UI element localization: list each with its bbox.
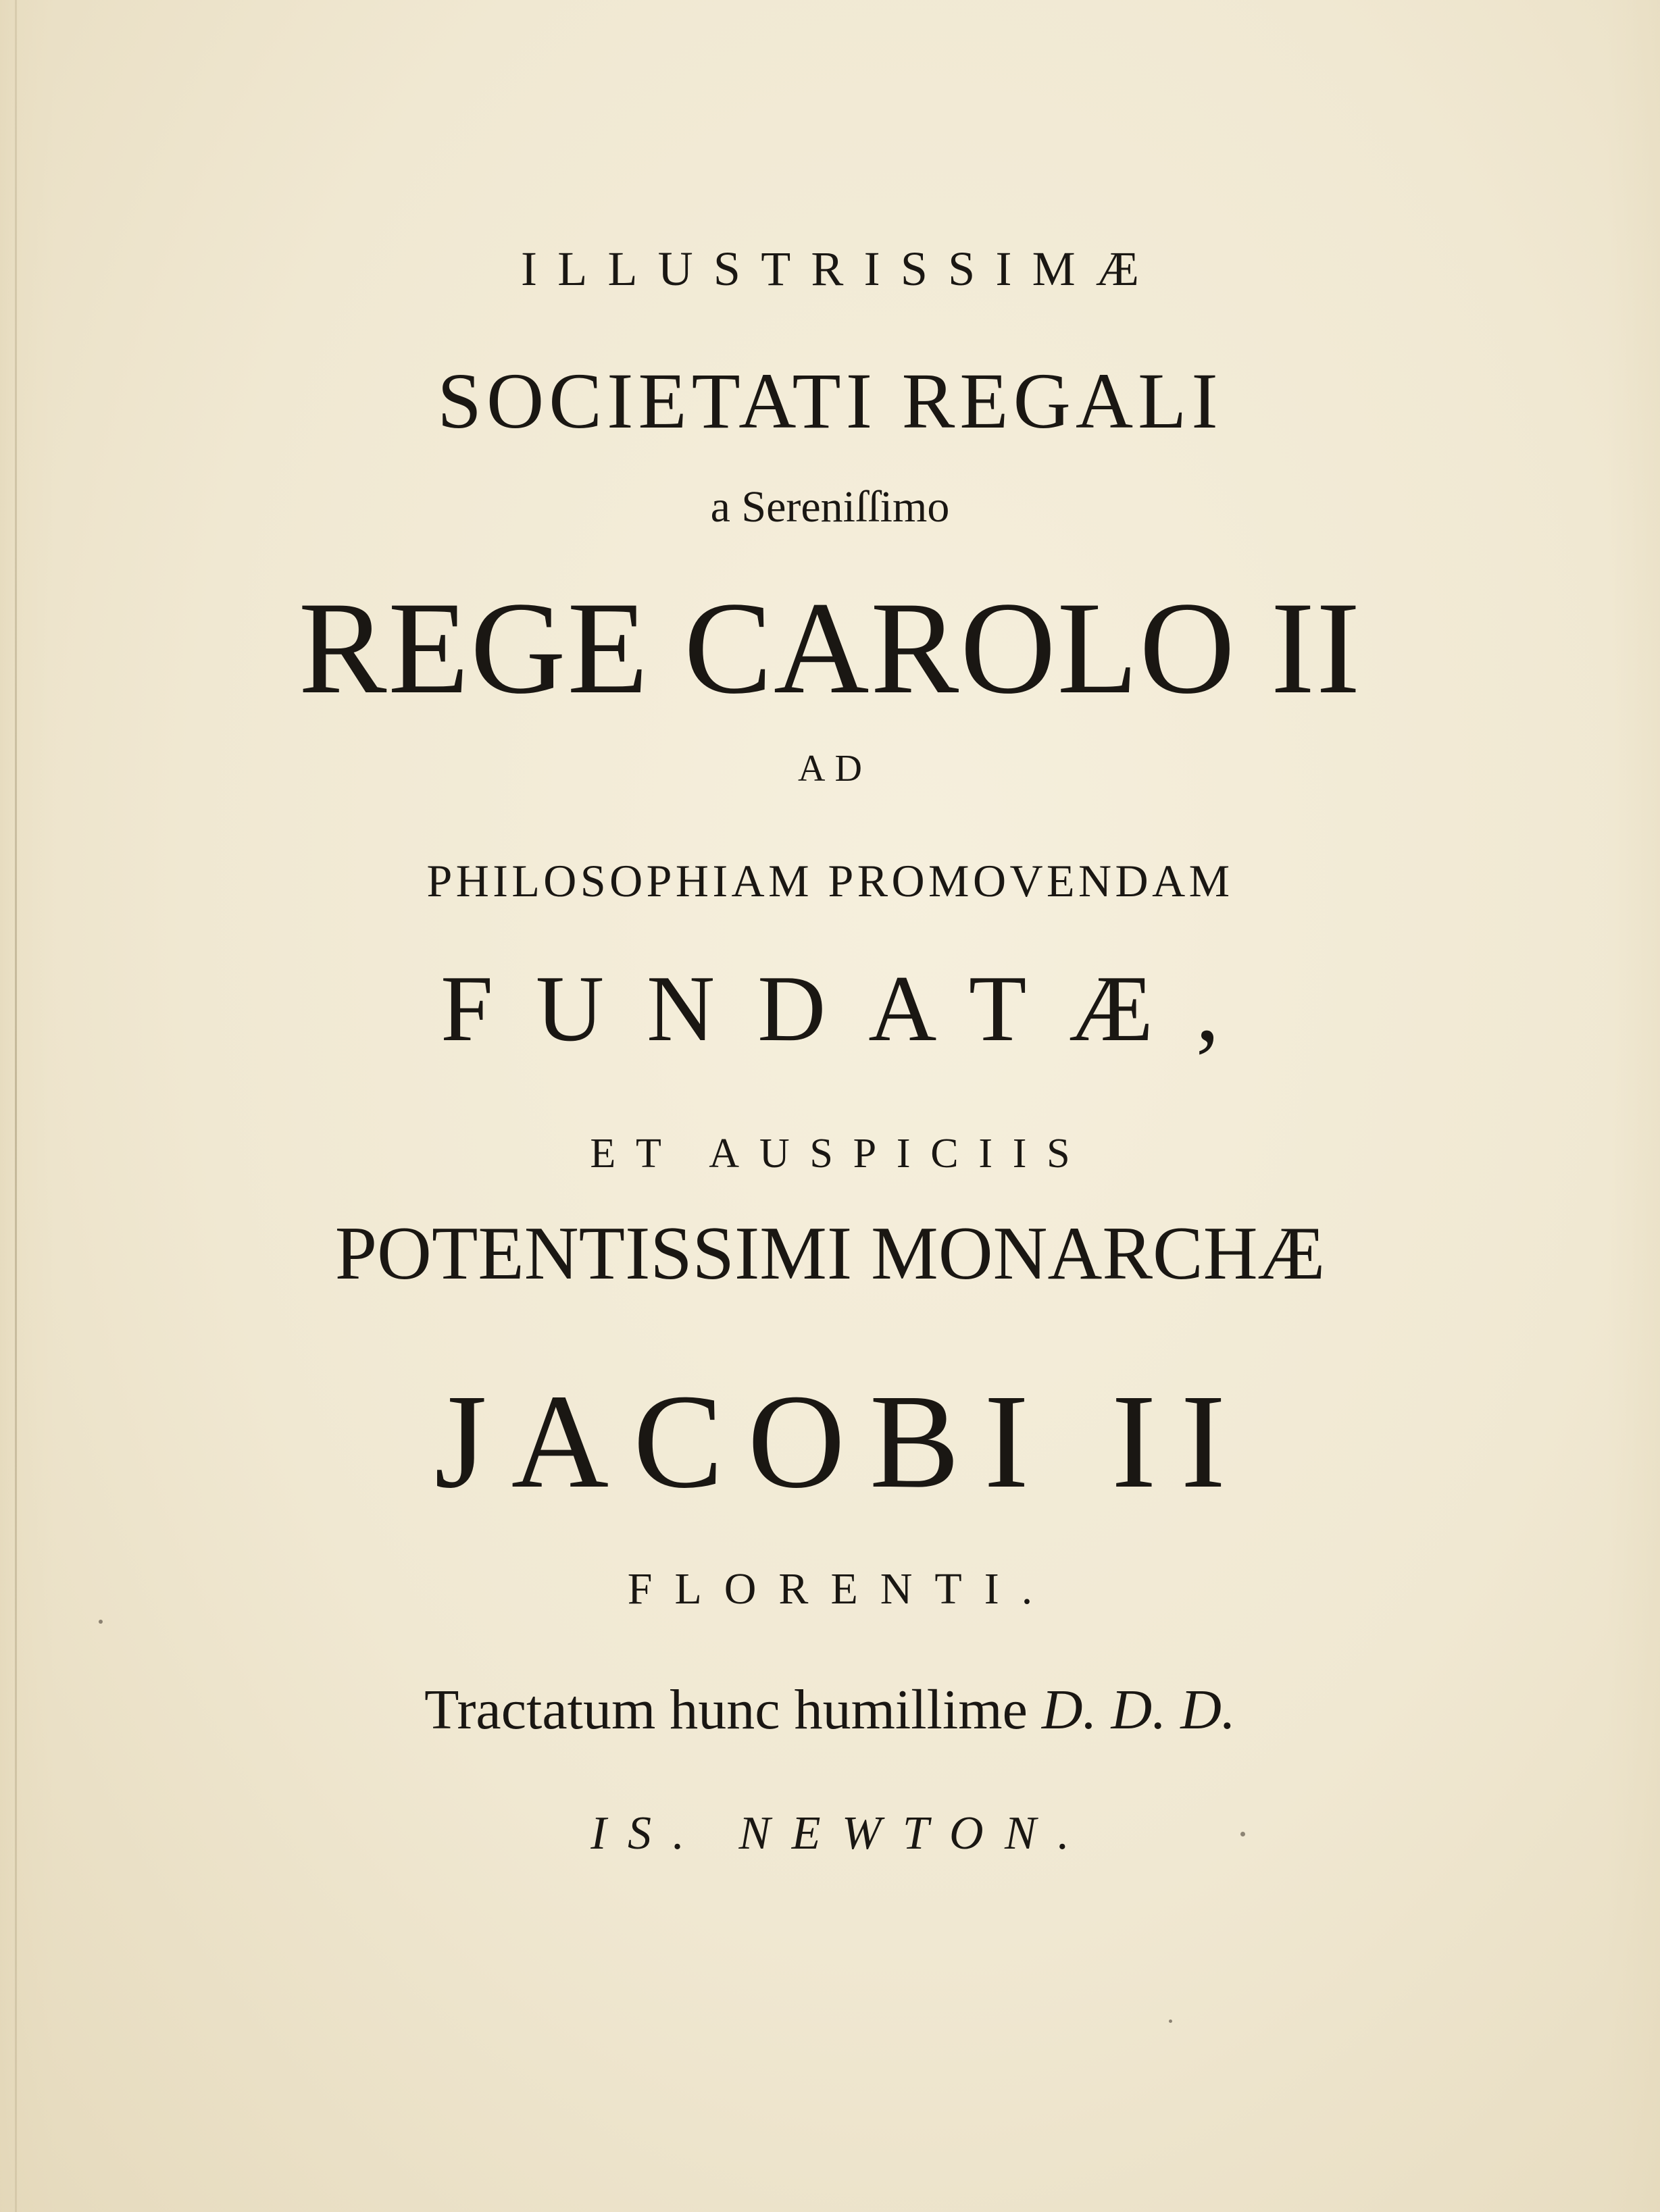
dedication-line-et-auspiciis: ET AUSPICIIS	[590, 1131, 1090, 1177]
dedication-line-florenti: FLORENTI.	[627, 1564, 1055, 1614]
dedication-line-tractatum	[0, 1678, 1660, 1741]
dedication-line-fundatae: FUNDATÆ,	[441, 956, 1262, 1061]
page-gutter	[15, 0, 17, 2212]
dedication-line-ad: AD	[798, 748, 872, 790]
dedication-line-a-serenissimo: a Sereniſſimo	[710, 482, 950, 532]
dedication-line-rege-carolo: REGE CAROLO II	[298, 575, 1362, 721]
tractatum-text: Tractatum hunc humillime	[424, 1678, 1028, 1741]
dedication-line-jacobi: JACOBI II	[434, 1367, 1251, 1516]
ink-speck	[1240, 1832, 1245, 1836]
dedication-line-illustrissimae: ILLUSTRISSIMÆ	[521, 242, 1160, 296]
dedication-line-societati-regali: SOCIETATI REGALI	[437, 357, 1223, 445]
tractatum-initials: D. D. D.	[1041, 1678, 1236, 1741]
author-signature: IS. NEWTON.	[590, 1807, 1091, 1859]
ink-speck	[99, 1620, 103, 1624]
ink-speck	[1169, 2020, 1172, 2023]
dedication-line-philosophiam: PHILOSOPHIAM PROMOVENDAM	[426, 855, 1234, 906]
dedication-line-potentissimi: POTENTISSIMI MONARCHÆ	[334, 1212, 1326, 1295]
